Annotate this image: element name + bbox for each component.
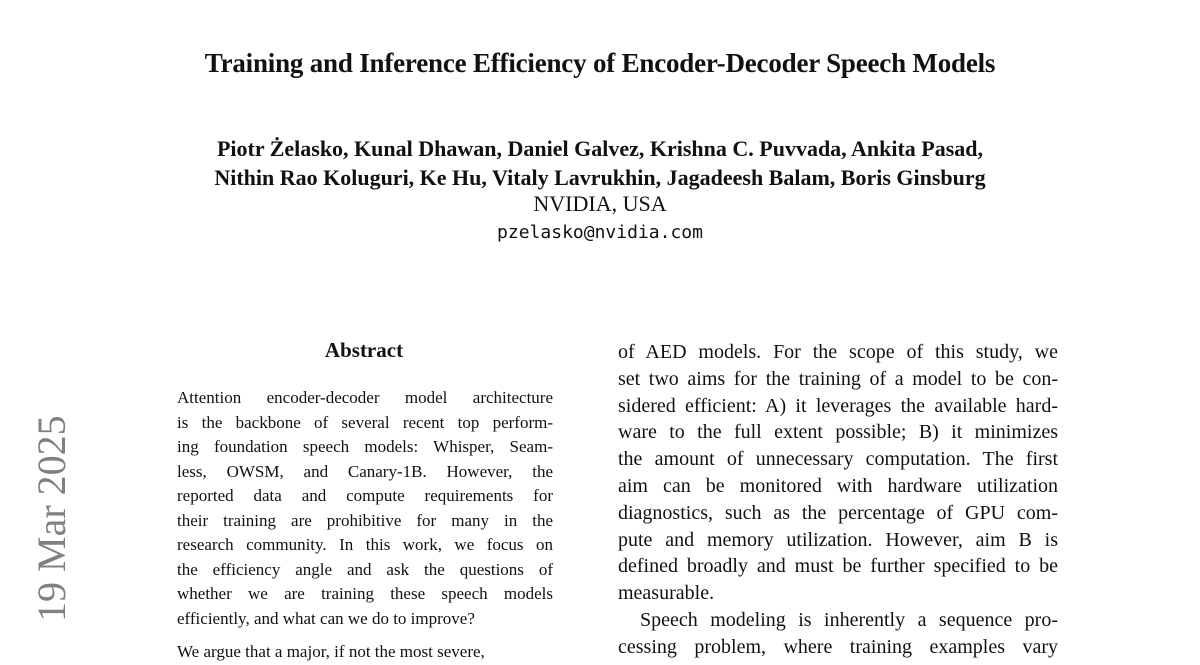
arxiv-date-stamp: 19 Mar 2025	[29, 415, 74, 622]
affiliation: NVIDIA, USA	[533, 191, 667, 216]
abstract-line: reported data and compute requirements for	[177, 486, 553, 505]
abstract-body	[177, 386, 553, 631]
abstract-line: less, OWSM, and Canary-1B. However, the	[177, 461, 553, 481]
body-line: diagnostics, such as the percentage of GPU com-	[618, 501, 1058, 524]
abstract-line: whether we are training these speech models	[177, 584, 553, 603]
abstract-next-paragraph: We argue that a major, if not the most severe,	[177, 642, 485, 661]
abstract-line: is the backbone of several recent top perform-	[177, 412, 553, 432]
paper-title: Training and Inference Efficiency of Encoder-Decoder Speech Models	[204, 48, 996, 78]
abstract-line: research community. In this work, we focus on	[177, 535, 553, 554]
author-email[interactable]: pzelasko@nvidia.com	[497, 222, 703, 243]
authors-line-1: Piotr Żelasko, Kunal Dhawan, Daniel Galvez, Krishna C. Puvvada, Ankita Pasad,	[216, 136, 984, 161]
right-column-text	[618, 339, 1058, 661]
abstract-line: Attention encoder-decoder model architecture	[177, 388, 553, 407]
body-line: pute and memory utilization. However, aim B is	[618, 528, 1058, 551]
body-line: of AED models. For the scope of this study, we	[618, 341, 1058, 363]
body-line: set two aims for the training of a model to be con-	[618, 367, 1058, 390]
body-line: aim can be monitored with hardware utilization	[618, 474, 1058, 497]
body-line: cessing problem, where training examples vary	[618, 635, 1058, 658]
author-list	[0, 134, 1200, 192]
abstract-line: ing foundation speech models: Whisper, Seam-	[177, 437, 553, 456]
body-paragraph-start: Speech modeling is inherently a sequence pro-	[640, 608, 1058, 631]
authors-line-2: Nithin Rao Koluguri, Ke Hu, Vitaly Lavrukhin, Jagadeesh Balam, Boris Ginsburg	[214, 165, 986, 190]
body-line: measurable.	[618, 582, 715, 605]
body-line: sidered efficient: A) it leverages the available hard-	[618, 394, 1058, 417]
abstract-heading: Abstract	[324, 338, 404, 362]
abstract-line: efficiently, and what can we do to improve?	[177, 608, 475, 628]
abstract-line: the efficiency angle and ask the questions of	[177, 559, 553, 579]
abstract-line: their training are prohibitive for many in the	[177, 510, 553, 530]
body-line: the amount of unnecessary computation. The first	[618, 448, 1058, 471]
body-line: ware to the full extent possible; B) it minimizes	[618, 421, 1058, 444]
body-line: defined broadly and must be further specified to be	[618, 555, 1058, 578]
